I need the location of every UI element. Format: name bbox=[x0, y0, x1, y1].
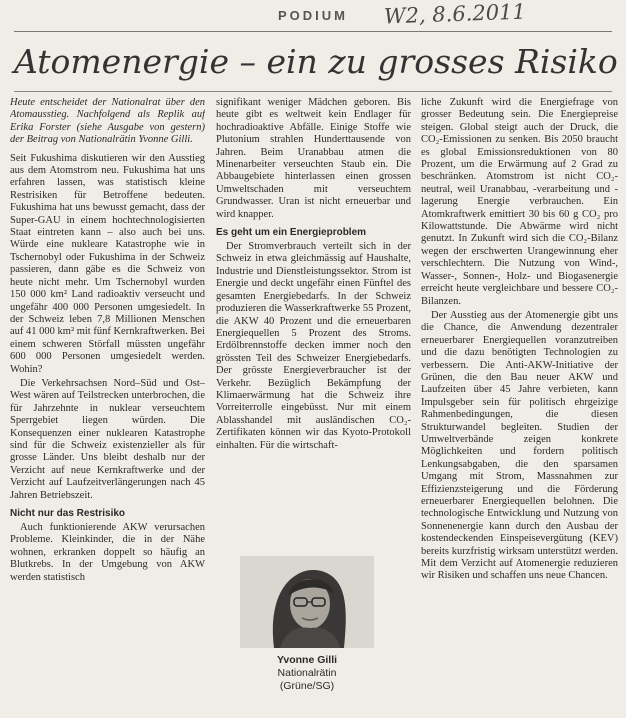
body-paragraph: Der Ausstieg aus der Atomenergie gibt uns die Chance, die Anwendung dezentraler erneuerbarer Energiequellen voranzutreiben und die dazu benötigten Technologien zu verbessern. Die Anti-AKW-Initiative der Grünen, die den Bau neuer AKW und Laufzeiten über 45 Jahre verbieten, kann Impulsgeber sein für politisch ehrgeizige Rahmenbedingungen, die diesen Strukturwandel begleiten. Studien der Umweltverbände zeigen konkrete Möglichkeiten und fordern politisch Lenkungsabgaben, die den sparsamen Umgang mit Strom, Massnahmen zur Effizienzsteigerung und die Förderung erneuerbarer Energiequellen belohnen. Die technologische Entwicklung und Nutzung von Sonnenenergie kann durch den Ausbau der kostendeckenden Einspeisevergütung (KEV) bereits kurzfristig wirksam unterstützt werden. Mit dem Verzicht auf Atomenergie reduzieren wir Risiken und schaffen uns neue Chancen. bbox=[421, 309, 618, 582]
author-party: (Grüne/SG) bbox=[279, 680, 335, 692]
subheading: Nicht nur das Restrisiko bbox=[10, 508, 126, 519]
body-paragraph: Seit Fukushima diskutieren wir den Ausstieg aus dem Atomstrom neu. Fukushima hat uns erfahren lassen, was statistisch kleine Restrisiken für Betroffene bedeuten. Fukushima hat uns bewusst gemacht, dass der Super-GAU in einem hochtechnologisierten Staat eintreten kann – also auch bei uns. Würde eine nukleare Katastrophe wie in Tschernobyl oder Fukushima in der Schweiz passieren, dann gäbe es die Schweiz von heute nicht mehr. Um Tschernobyl wurden 150 000 km² Land radioaktiv verseucht und ungefähr 400 000 Personen umgesiedelt. In der Schweiz leben 7,8 Millionen Menschen auf 41 000 km² mit fünf Kernkraftwerken. Bei einem schweren Störfall müssten ungefähr 600 000 Personen umgesiedelt werden. Wohin? bbox=[10, 152, 205, 375]
subheading: Es geht um ein Energieproblem bbox=[216, 227, 367, 239]
headline: Atomenergie – ein zu grosses Risiko bbox=[14, 42, 618, 81]
body-paragraph: Der Stromverbrauch verteilt sich in der Schweiz in etwa gleichmässig auf Haushalte, Industrie und Dienstleistungssektor. Strom ist Energie und deckt ungefähr einen Fünftel des gesamten Energiebedarfs. In der Schweiz produzieren die Wasserkraftwerke 55 Prozent, die AKW 40 Prozent und die erneuerbaren Energiequellen 5 Prozent des Stroms. Erdölbrennstoffe decken immer noch den grössten Teil des Schweizer Energiebedarfs. Der grösste Energieverbraucher ist der Verkehr. Bezüglich Bekämpfung der Klimaerwärmung hat die Schweiz ihre Vorreiterrolle eingebüsst. Nur mit einem Ablasshandel mit ausländischen CO₂-Zertifikaten können wir das Kyoto-Protokoll einhalten. Für die wirtschaft- bbox=[216, 241, 411, 451]
section-label: PODIUM bbox=[278, 8, 348, 23]
column-2 bbox=[216, 97, 411, 549]
lead-paragraph: Heute entscheidet der Nationalrat über den Atomausstieg. Nachfolgend als Replik auf Erika Forster (siehe Ausgabe von gestern) der Beitrag von Nationalrätin Yvonne Gilli. bbox=[10, 97, 205, 146]
column-3 bbox=[421, 97, 618, 712]
body-paragraph: Die Verkehrsachsen Nord–Süd und Ost–West wären auf Teilstrecken unterbrochen, die für Jahrzehnte in nuklear verseuchtem Sperrgebiet liegen würden. Die Konsequenzen einer nuklearen Katastrophe sind für die Schweiz existenzieller als für grosse Länder. Uns bleibt deshalb nur der Verzicht auf neue Kernkraftwerke und der Verzicht auf Laufzeitverlängerungen nach 45 Jahren Betriebszeit. bbox=[10, 377, 205, 501]
top-rule bbox=[14, 31, 612, 32]
body-paragraph: signifikant weniger Mädchen geboren. Bis heute gibt es weltweit kein Endlager für hochradioaktive Abfälle. Einige Stoffe wie Plutonium strahlen Hunderttausende von Jahren. Beim Uranabbau atmen die Minenarbeiter verseuchten Staub ein. Die Abbaugebiete hinterlassen einen grossen Umweltschaden mit verseuchtem Grundwasser. Uran ist nicht erneuerbar und wird knapper. bbox=[216, 97, 411, 220]
body-paragraph: Auch funktionierende AKW verursachen Probleme. Kleinkinder, die in der Nähe wohnen, erkranken doppelt so häufig an Blutkrebs. In der Umgebung von AKW werden statistisch bbox=[10, 522, 205, 583]
author-photo bbox=[240, 556, 374, 648]
body-paragraph: liche Zukunft wird die Energiefrage von grosser Bedeutung sein. Die Energiepreise steigen. Global steigt auch der Druck, die CO₂-Emissionen zu senken. Bis 2050 braucht es global Emissionsreduktionen von 80 Prozent, um die Erwärmung auf 2 Grad zu beschränken. Atomstrom ist nicht CO₂-neutral, weil Uranabbau, -verarbeitung und -lagerung Energie verbrauchen. Ein Atomkraftwerk emittiert 30 bis 60 g CO₂ pro Kilowattstunde. Die Abwärme wird nicht genutzt. In Zukunft wird sich die CO₂-Bilanz wegen der erschwerten Urangewinnung eher verschlechtern. Die Nutzung von Wind-, Wasser-, Sonnen-, Holz- und Biogasenergie erreicht heute vergleichbare und bessere CO₂-Bilanzen. bbox=[421, 97, 618, 307]
author-name: Yvonne Gilli bbox=[276, 654, 338, 666]
author-role: Nationalrätin bbox=[277, 667, 337, 679]
portrait-image bbox=[240, 556, 374, 648]
author-caption bbox=[240, 654, 374, 693]
headline-rule bbox=[14, 91, 612, 92]
column-1 bbox=[10, 97, 205, 712]
handwritten-date: W2, 8.6.2011 bbox=[383, 0, 527, 29]
